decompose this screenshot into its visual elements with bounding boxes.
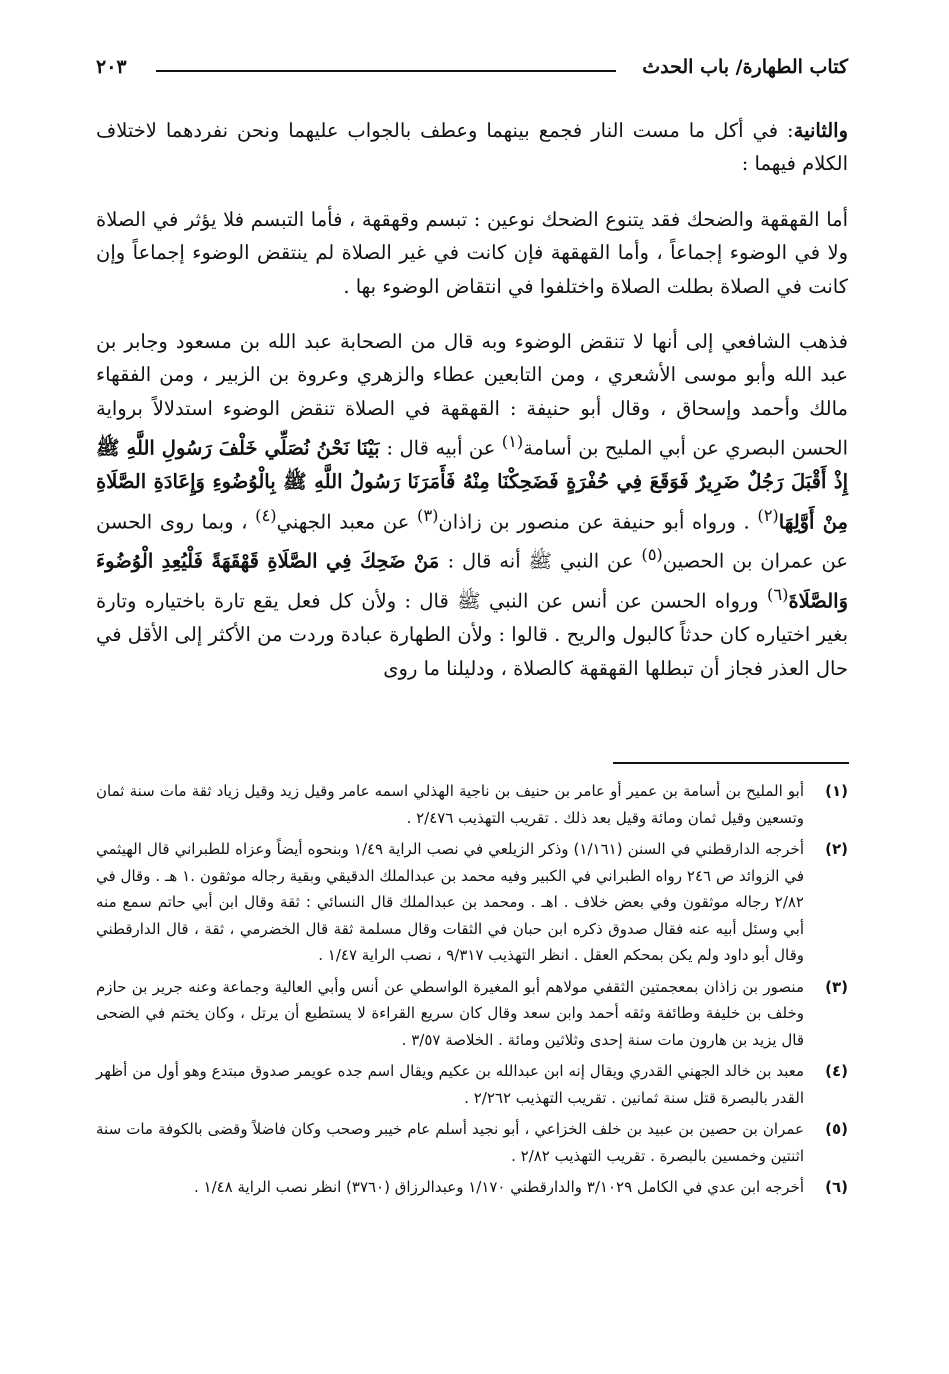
footnote — [96, 778, 848, 831]
footnote-number: (٣) — [825, 977, 848, 996]
footnote — [96, 1058, 848, 1111]
footnote-number: (٦) — [825, 1178, 848, 1196]
paragraph-2: أما القهقهة والضحك فقد يتنوع الضحك نوعين : تبسم وقهقهة ، فأما التبسم فلا يؤثر في الصلاة ولا في الوضوء إجماعاً ، وأما القهقهة فإن كانت في غير الصلاة لم ينتقض الوضوء إجماعاً وإن كانت في الصلاة بطلت الصلاة واختلفوا في انتقاض الوضوء بها . — [96, 207, 848, 298]
footnote-number: (٢) — [825, 840, 848, 858]
main-text — [96, 114, 848, 707]
paragraph-text: عن معبد الجهني — [276, 510, 417, 534]
paragraph-text: عن أبيه قال : — [386, 436, 502, 460]
footnote-ref-1: (١) — [501, 432, 524, 452]
hadith-text: مَنْ ضَحِكَ فِي الصَّلَاةِ قَهْقَهَةً فَلْيُعِدِ الْوُضُوءَ وَالصَّلَاةَ — [96, 549, 848, 613]
paragraph-1 — [96, 114, 848, 181]
footnote-ref-5: (٥) — [641, 545, 663, 565]
paragraph-text: : في أكل ما مست النار فجمع بينهما وعطف بالجواب عليهما ونحن نفردهما لاختلاف الكلام فيهما : — [96, 119, 848, 176]
footnote-number: (٥) — [825, 1120, 848, 1138]
footnote-rule — [613, 762, 849, 764]
paragraph-text: فذهب الشافعي إلى أنها لا تنقض الوضوء وبه قال من الصحابة عبد الله بن مسعود وجابر بن عبد الله وأبو موسى الأشعري ، ومن التابعين عطاء والزهري وعروة بن الزبير ، ومن الفقهاء مالك وأحمد وإسحاق ، وقال أبو حنيفة : القهقهة في الصلاة تنقض الوضوء استدلالاً برواية الحسن البصري عن أبي المليح بن أسامة — [96, 330, 848, 460]
footnote-text: منصور بن زاذان بمعجمتين الثقفي مولاهم أبو المغيرة الواسطي عن أنس وأبي العالية وجماعة وعنه جرير بن حازم وخلف بن خليفة وطائفة وثقه أحمد وابن سعد وقال كان سريع القراءة لا يستطيع أن يرتل ، وكان يختم في الضحى قال يزيد بن هارون مات سنة إحدى وثلاثين ومائة . الخلاصة ٣/٥٧ . — [96, 977, 804, 1049]
page-number: ٢٠٣ — [96, 56, 127, 78]
footnote-ref-3: (٣) — [417, 505, 439, 525]
footnote-ref-2: (٢) — [757, 505, 779, 525]
paragraph-text: عن النبي ﷺ أنه قال : — [447, 549, 642, 573]
footnote — [96, 1116, 848, 1169]
footnote-ref-6: (٦) — [767, 585, 789, 605]
footnote — [96, 836, 848, 969]
page-header — [96, 56, 848, 90]
paragraph-lead: والثانية — [793, 119, 848, 142]
hadith-text: بَيْنَا نَحْنُ نُصَلِّي خَلْفَ رَسُولِ اللَّهِ ﷺ إِذْ أَقْبَلَ رَجُلٌ ضَرِيرٌ فَوَقَعَ فِي حُفْرَةٍ فَضَحِكْنَا مِنْهُ فَأَمَرَنَا رَسُولُ اللَّهِ ﷺ بِالْوُضُوءِ وَإِعَادَةِ الصَّلَاةِ مِنْ أَوَّلِهَا — [96, 436, 848, 534]
footnote — [96, 1174, 848, 1201]
footnote-number: (١) — [825, 782, 848, 800]
footnote-number: (٤) — [825, 1062, 848, 1080]
paragraph-text: . ورواه أبو حنيفة عن منصور بن زاذان — [438, 510, 758, 534]
running-title: كتاب الطهارة/ باب الحدث — [642, 56, 848, 78]
footnote-text: أبو المليح بن أسامة بن عمير أو عامر بن حنيف بن ناجية الهذلي اسمه عامر وقيل زيد وقيل زياد ثقة مات سنة ثمان وتسعين وقيل ثمان ومائة وقيل بعد ذلك . تقريب التهذيب ٢/٤٧٦ . — [96, 782, 804, 827]
header-rule — [156, 70, 616, 72]
footnote-text: أخرجه ابن عدي في الكامل ٣/١٠٢٩ والدارقطني ١/١٧٠ وعبدالرزاق (٣٧٦٠) انظر نصب الراية ١/٤٨ . — [193, 1178, 804, 1196]
footnotes — [96, 778, 848, 1206]
footnote-text: معبد بن خالد الجهني القدري ويقال إنه ابن عبدالله بن عكيم ويقال اسم جده عويمر صدوق مبتدع وهو أول من أظهر القدر بالبصرة قتل سنة ثمانين . تقريب التهذيب ٢/٢٦٢ . — [96, 1062, 804, 1107]
paragraph-text: ، وبما روى الحسن عن عمران بن الحصين — [96, 510, 848, 573]
footnote-text: أخرجه الدارقطني في السنن (١/١٦١) وذكر الزيلعي في نصب الراية ١/٤٩ وبنحوه أيضاً وعزاه للطبراني قال الهيثمي في الزوائد ص ٢٤٦ رواه الطبراني في الكبير وفيه محمد بن عبدالملك الدقيقي وبقية رجاله موثقون .١ هـ . وقال في ٢/٨٢ رجاله موثقون وفي بعض خلاف . اهـ . ومحمد بن عبدالملك قال النسائي : ثقة وقال ابن أبي حاتم سمع منه أبي وسئل أبيه عنه فقال صدوق ذكره ابن حبان في الثقات وقال مسلمة ثقة قال الخضرمي ، ثقة ، قال الدارقطني وقال أبو داود ولم يكن بمحكم العقل . انظر التهذيب ٩/٣١٧ ، نصب الراية ١/٤٧ . — [96, 840, 805, 964]
footnote-text: عمران بن حصين بن عبيد بن خلف الخزاعي ، أبو نجيد أسلم عام خيبر وصحب وكان فاضلاً وقضى بالكوفة مات سنة اثنتين وخمسين بالبصرة . تقريب التهذيب ٢/٨٢ . — [96, 1120, 804, 1165]
paragraph-text: ورواه الحسن عن أنس عن النبي ﷺ قال : ولأن كل فعل يقع تارة باختياره وتارة بغير اختياره كان حدثاً كالبول والريح . قالوا : ولأن الطهارة عبادة وردت من الأكثر إلى الأقل في حال العذر فجاز أن تبطلها القهقهة كالصلاة ، ودليلنا ما روى — [96, 589, 848, 680]
footnote-ref-4: (٤) — [255, 505, 277, 525]
paragraph-3 — [96, 325, 848, 685]
footnote — [96, 974, 848, 1054]
